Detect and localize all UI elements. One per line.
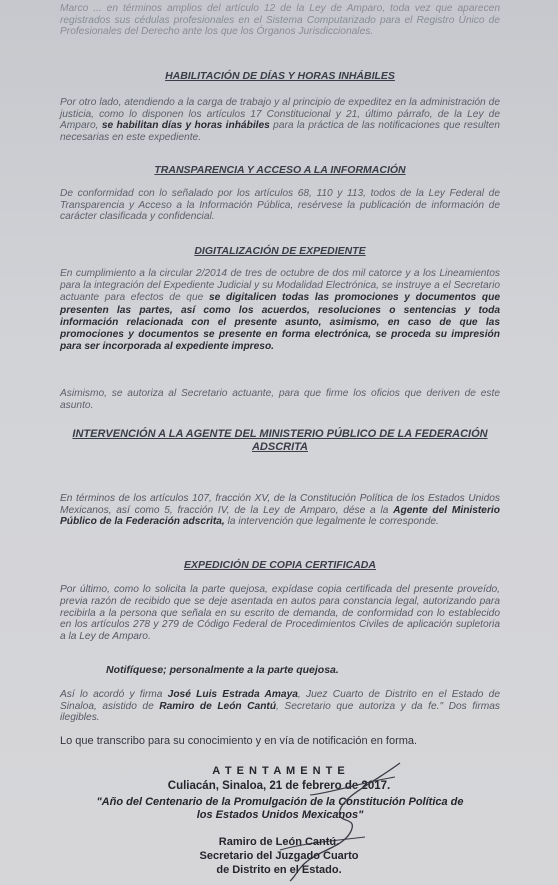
motto-line-1: "Año del Centenario de la Promulgación de la Constitución Política de xyxy=(96,796,464,808)
paragraph-habilitacion-text-c: para la práctica de las notificaciones que resulten necesarias en este expediente. xyxy=(60,120,500,143)
paragraph-firma-text-b: , Juez Cuarto de Distrito en el Estado de Sinaloa, asistido de xyxy=(60,689,500,712)
paragraph-habilitacion-text-a: Por otro lado, atendiendo a la carga de trabajo y al principio de expeditez en la administración de justicia, como lo disponen los artículos 17 Constitucional y 21, último párrafo, de la Ley de Amparo, xyxy=(60,97,500,131)
paragraph-transcribo: Lo que transcribo para su conocimiento y en vía de notificación en forma. xyxy=(60,735,418,747)
heading-expedicion: EXPEDICIÓN DE COPIA CERTIFICADA xyxy=(184,559,376,571)
paragraph-transparencia: De conformidad con lo señalado por los artículos 68, 110 y 113, todos de la Ley Federal de Transparencia y Acceso a la Información Pública, resérvese la publicación de información de carácter clasificada y confidencial. xyxy=(60,188,500,222)
paragraph-intervencion-emphasis: Agente del Ministerio Público de la Federación adscrita, xyxy=(60,504,500,527)
paragraph-digitalizacion-text-a: En cumplimiento a la circular 2/2014 de tres de octubre de dos mil catorce y a los Lineamientos para la integración del Expediente Judicial y su Modalidad Electrónica, se instruye a el Secretario actuante para efectos de que xyxy=(60,268,500,304)
paragraph-secretario: Asimismo, se autoriza al Secretario actuante, para que firme los oficios que deriven de este asunto. xyxy=(60,388,500,411)
judge-name: José Luis Estrada Amaya xyxy=(167,689,298,700)
paragraph-top: Marco ... en términos amplios del artículo 12 de la Ley de Amparo, toda vez que aparecen registrados sus cédulas profesionales en el Sistema Computarizado para el Registro Único de Profesionales del Derecho ante los que los Órganos Jurisdiccionales. xyxy=(60,3,500,37)
heading-habilitacion: HABILITACIÓN DE DÍAS Y HORAS INHÁBILES xyxy=(165,70,395,82)
paragraph-firma xyxy=(60,689,500,724)
paragraph-intervencion-text-a: En términos de los artículos 107, fracción XV, de la Constitución Política de los Estados Unidos Mexicanos, así como 5, fracción IV, de la Ley de Amparo, dése a la xyxy=(60,493,500,516)
paragraph-habilitacion-emphasis: se habilitan días y horas inhábiles xyxy=(101,120,270,131)
notification-line: Notifíquese; personalmente a la parte quejosa. xyxy=(106,664,339,676)
paragraph-firma-text-c: , Secretario que autoriza y da fe." Dos firmas ilegibles. xyxy=(60,700,500,723)
paragraph-digitalizacion-emphasis: se digitalicen todas las promociones y documentos que presenten las partes, así como los acuerdos, resoluciones o sentencias y toda información relacionada con el presente asunto, asimismo, en caso de que las promociones y documentos se presente en forma electrónica, se proceda su impresión para ser incorporada al expediente impreso. xyxy=(60,292,500,353)
heading-transparencia: TRANSPARENCIA Y ACCESO A LA INFORMACIÓN xyxy=(154,164,406,176)
signatory-role-line-2: de Distrito en el Estado. xyxy=(216,864,342,876)
secretary-name-inline: Ramiro de León Cantú xyxy=(159,700,277,712)
heading-intervencion: INTERVENCIÓN A LA AGENTE DEL MINISTERIO PÚBLICO DE LA FEDERACIÓN ADSCRITA xyxy=(72,428,488,453)
paragraph-intervencion xyxy=(60,493,500,528)
signatory-role-line-1: Secretario del Juzgado Cuarto xyxy=(199,850,359,862)
motto-line-2: los Estados Unidos Mexicanos" xyxy=(196,809,364,821)
heading-digitalizacion: DIGITALIZACIÓN DE EXPEDIENTE xyxy=(194,245,366,257)
place-date: Culiacán, Sinaloa, 21 de febrero de 2017. xyxy=(167,780,391,792)
paragraph-intervencion-text-c: la intervención que legalmente le corresponde. xyxy=(227,516,439,527)
paragraph-habilitacion xyxy=(60,97,500,143)
signatory-name: Ramiro de León Cantú. xyxy=(218,836,340,848)
paragraph-firma-text-a: Así lo acordó y firma xyxy=(60,689,163,700)
paragraph-digitalizacion xyxy=(60,268,500,353)
paragraph-expedicion: Por último, como lo solicita la parte quejosa, expídase copia certificada del presente proveído, previa razón de recibido que se deje asentada en autos para constancia legal, autorizando para recibirla a la persona que señala en su escrito de demanda, de conformidad con lo establecido en los artículos 278 y 279 de Código Federal de Procedimientos Civiles de aplicación supletoria a la Ley de Amparo. xyxy=(60,584,500,643)
closing-atentamente: A T E N T A M E N T E xyxy=(212,765,346,777)
